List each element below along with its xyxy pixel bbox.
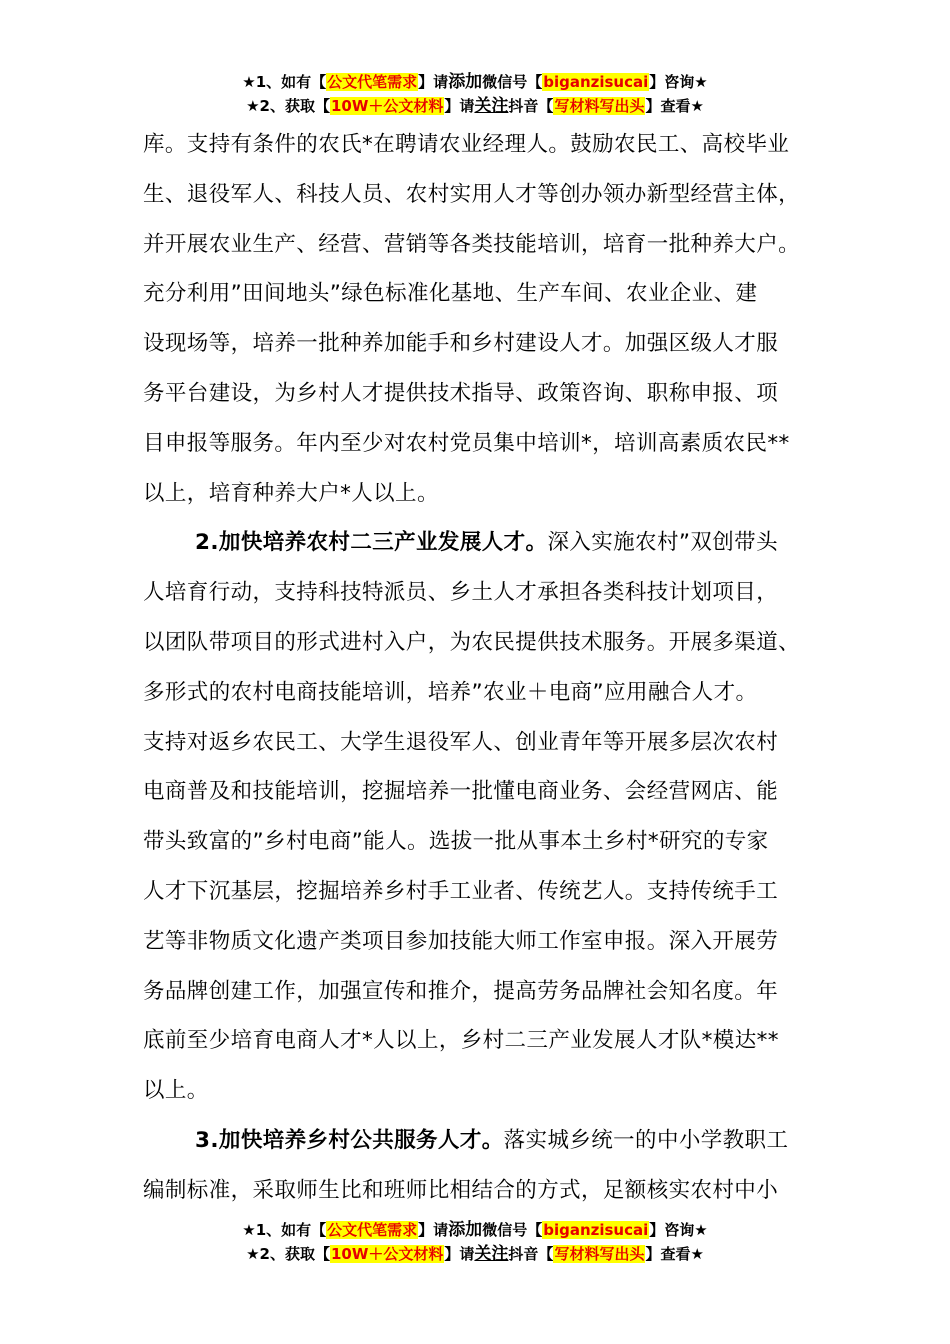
highlight-wechat-id: biganzisucai [543,1221,649,1239]
footer-line-2-text: 抖音【 [508,1245,554,1263]
header-line-2-text: 抖音【 [508,97,554,115]
highlight-materials: 10W＋公文材料 [330,97,444,115]
footer-line-1-text: ★1、如有【 [242,1221,327,1239]
header-line-1-text: 微信号【 [482,73,543,91]
paragraph-line: 多形式的农村电商技能培训，培养”农业＋电商”应用融合人才。 [143,679,758,705]
header-line-2-text: ★2、获取【 [246,97,330,115]
highlight-materials: 10W＋公文材料 [330,1245,444,1263]
highlight-douyin: 写材料写出头 [554,1245,645,1263]
paragraph-first-line [143,518,833,568]
paragraph-text: 落实城乡统一的中小学教职工 [503,1127,789,1153]
highlight-ghostwriting: 公文代笔需求 [327,73,418,91]
paragraph-line: 以上。 [143,1078,209,1104]
header-line-1-text: ★1、如有【 [242,73,327,91]
document-body [143,120,833,1216]
paragraph-line: 务平台建设，为乡村人才提供技术指导、政策咨询、职称申报、项 [143,380,779,406]
paragraph-line: 以上，培育种养大户*人以上。 [143,480,439,506]
paragraph-line: 人培育行动，支持科技特派员、乡土人才承担各类科技计划项目， [143,580,779,606]
paragraph-line: 底前至少培育电商人才*人以上，乡村二三产业发展人才队*模达** [143,1028,779,1054]
footer-line-2-emphasis: 关注 [474,1244,509,1264]
paragraph-line: 并开展农业生产、经营、营销等各类技能培训，培育一批种养大户。 [143,231,801,257]
footer-line-2-text: ★2、获取【 [246,1245,330,1263]
footer-line-1-text: 】请 [418,1221,449,1239]
header-line-2 [0,94,950,118]
header-line-1-text: 】咨询★ [649,73,708,91]
paragraph-line: 目申报等服务。年内至少对农村党员集中培训*，培训高素质农民** [143,430,790,456]
paragraph-line: 务品牌创建工作，加强宣传和推介，提高劳务品牌社会知名度。年 [143,978,779,1004]
paragraph-line: 设现场等，培养一批种养加能手和乡村建设人才。加强区级人才服 [143,331,779,357]
paragraph-line: 充分利用”田间地头”绿色标准化基地、生产车间、农业企业、建 [143,281,758,307]
header-line-1-emphasis: 添加 [448,72,483,92]
header-line-1 [0,70,950,94]
paragraph-line: 人才下沉基层，挖掘培养乡村手工业者、传统艺人。支持传统手工 [143,878,779,904]
paragraph-line: 艺等非物质文化遗产类项目参加技能大师工作室申报。深入开展劳 [143,928,779,954]
footer-line-1-text: 】咨询★ [649,1221,708,1239]
header-line-2-emphasis: 关注 [474,96,509,116]
highlight-douyin: 写材料写出头 [554,97,645,115]
header-line-2-text: 】查看★ [645,97,704,115]
footer-line-2-text: 】请 [444,1245,475,1263]
highlight-ghostwriting: 公文代笔需求 [327,1221,418,1239]
footer-line-1-text: 微信号【 [482,1221,543,1239]
paragraph-line: 库。支持有条件的农氏*在聘请农业经理人。鼓励农民工、高校毕业 [143,132,790,157]
header-line-1-text: 】请 [418,73,449,91]
footer-banner [0,1218,950,1266]
paragraph-line: 以团队带项目的形式进村入户，为农民提供技术服务。开展多渠道、 [143,629,801,655]
header-banner [0,70,950,118]
section-heading: 2.加快培养农村二三产业发展人才。 [195,530,548,556]
footer-line-1-emphasis: 添加 [448,1220,483,1240]
paragraph-line: 带头致富的”乡村电商”能人。选拔一批从事本土乡村*研究的专家 [143,829,769,855]
section-heading: 3.加快培养乡村公共服务人才。 [195,1127,504,1153]
paragraph-first-line [143,1116,833,1166]
paragraph-text: 深入实施农村”双创带头 [547,530,778,556]
footer-line-2-text: 】查看★ [645,1245,704,1263]
paragraph-line: 生、退役军人、科技人员、农村实用人才等创办领办新型经营主体， [143,181,801,207]
highlight-wechat-id: biganzisucai [543,73,649,91]
paragraph-line: 电商普及和技能培训，挖掘培养一批懂电商业务、会经营网店、能 [143,779,779,805]
footer-line-1 [0,1218,950,1242]
footer-line-2 [0,1242,950,1266]
paragraph-line: 支持对返乡农民工、大学生退役军人、创业青年等开展多层次农村 [143,729,779,755]
paragraph-line: 编制标准，采取师生比和班师比相结合的方式，足额核实农村中小 [143,1177,779,1203]
header-line-2-text: 】请 [444,97,475,115]
